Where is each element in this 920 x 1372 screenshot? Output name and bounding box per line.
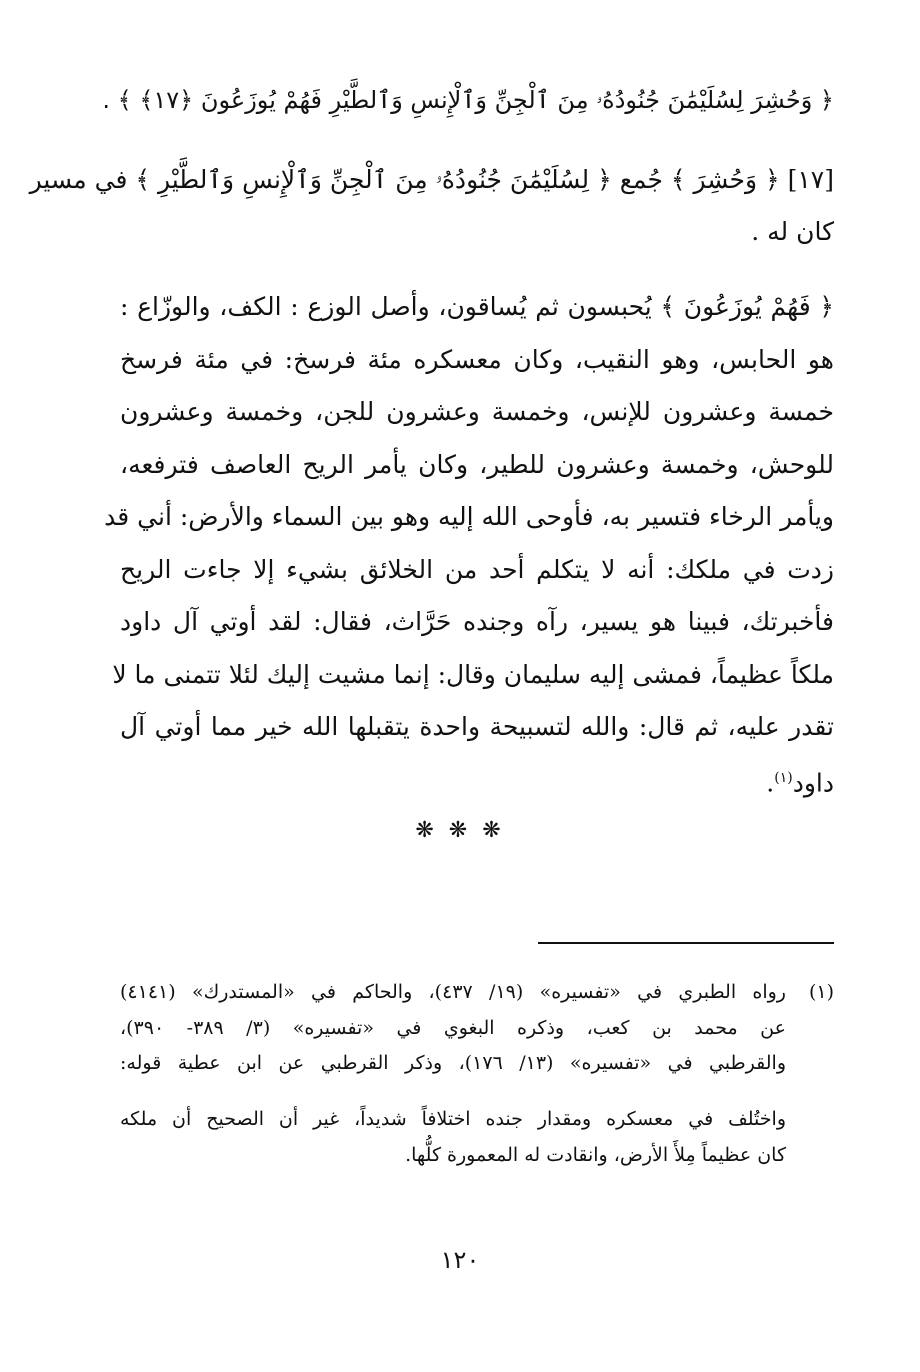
section-separator: ❋ ❋ ❋ <box>415 818 505 843</box>
paragraph2-line-10 <box>120 758 834 798</box>
footnote-line-5: كان عظيماً مِلأَ الأرض، وانقادت له المعمورة كلُّها. <box>405 1144 786 1166</box>
paragraph1-line-2: كان له . <box>751 217 834 246</box>
footnote-number: (١) <box>808 981 834 1003</box>
paragraph2-line-5: ويأمر الرخاء فتسير به، فأوحى الله إليه وهو بين السماء والأرض: أني قد <box>104 502 834 531</box>
footnote-line-2: عن محمد بن كعب، وذكره البغوي في «تفسيره» (٣/ ٣٨٩- ٣٩٠)، <box>120 1017 786 1039</box>
paragraph1-line-1: [١٧] ﴿ وَحُشِرَ ﴾ جُمع ﴿ لِسُلَيْمَٰنَ جُنُودُهُۥ مِنَ ٱلْجِنِّ وَٱلْإِنسِ وَٱلطَّيْرِ ﴾ في مسير <box>29 165 834 194</box>
footnote-line-3: والقرطبي في «تفسيره» (١٣/ ١٧٦)، وذكر القرطبي عن ابن عطية قوله: <box>120 1052 786 1074</box>
footnote-reference[interactable]: (١) <box>774 770 793 786</box>
paragraph2-line-8: ملكاً عظيماً، فمشى إليه سليمان وقال: إنما مشيت إليك لئلا تتمنى ما لا <box>112 660 834 689</box>
footnote-divider <box>538 942 834 944</box>
paragraph2-end-mark: . <box>766 768 775 798</box>
paragraph2-line-1: ﴿ فَهُمْ يُوزَعُونَ ﴾ يُحبسون ثم يُساقون، وأصل الوزع : الكف، والوزّاع : <box>120 292 834 321</box>
paragraph2-line-3: خمسة وعشرون للإنس، وخمسة وعشرون للجن، وخمسة وعشرون <box>120 397 834 426</box>
footnote-line-4: واختُلف في معسكره ومقدار جنده اختلافاً شديداً، غير أن الصحيح أن ملكه <box>120 1108 786 1130</box>
paragraph2-line-4: للوحش، وخمسة وعشرون للطير، وكان يأمر الريح العاصف فترفعه، <box>120 450 834 479</box>
page-number: ١٢٠ <box>440 1246 480 1274</box>
verse-heading: ﴿ وَحُشِرَ لِسُلَيْمَٰنَ جُنُودُهُۥ مِنَ ٱلْجِنِّ وَٱلْإِنسِ وَٱلطَّيْرِ فَهُمْ يُوزَعُونَ ﴿١٧﴾ ﴾ . <box>102 86 834 114</box>
paragraph2-line-7: فأخبرتك، فبينا هو يسير، رآه وجنده حَرَّاث، فقال: لقد أوتي آل داود <box>120 607 834 636</box>
footnote-line-1: رواه الطبري في «تفسيره» (١٩/ ٤٣٧)، والحاكم في «المستدرك» (٤١٤١) <box>120 981 786 1003</box>
paragraph2-last-word: داود <box>792 768 834 798</box>
paragraph2-line-6: زدت في ملكك: أنه لا يتكلم أحد من الخلائق بشيء إلا جاءت الريح <box>120 555 834 584</box>
paragraph2-line-2: هو الحابس، وهو النقيب، وكان معسكره مئة فرسخ: في مئة فرسخ <box>120 345 834 374</box>
paragraph2-line-9: تقدر عليه، ثم قال: والله لتسبيحة واحدة يتقبلها الله خير مما أوتي آل <box>120 712 834 741</box>
